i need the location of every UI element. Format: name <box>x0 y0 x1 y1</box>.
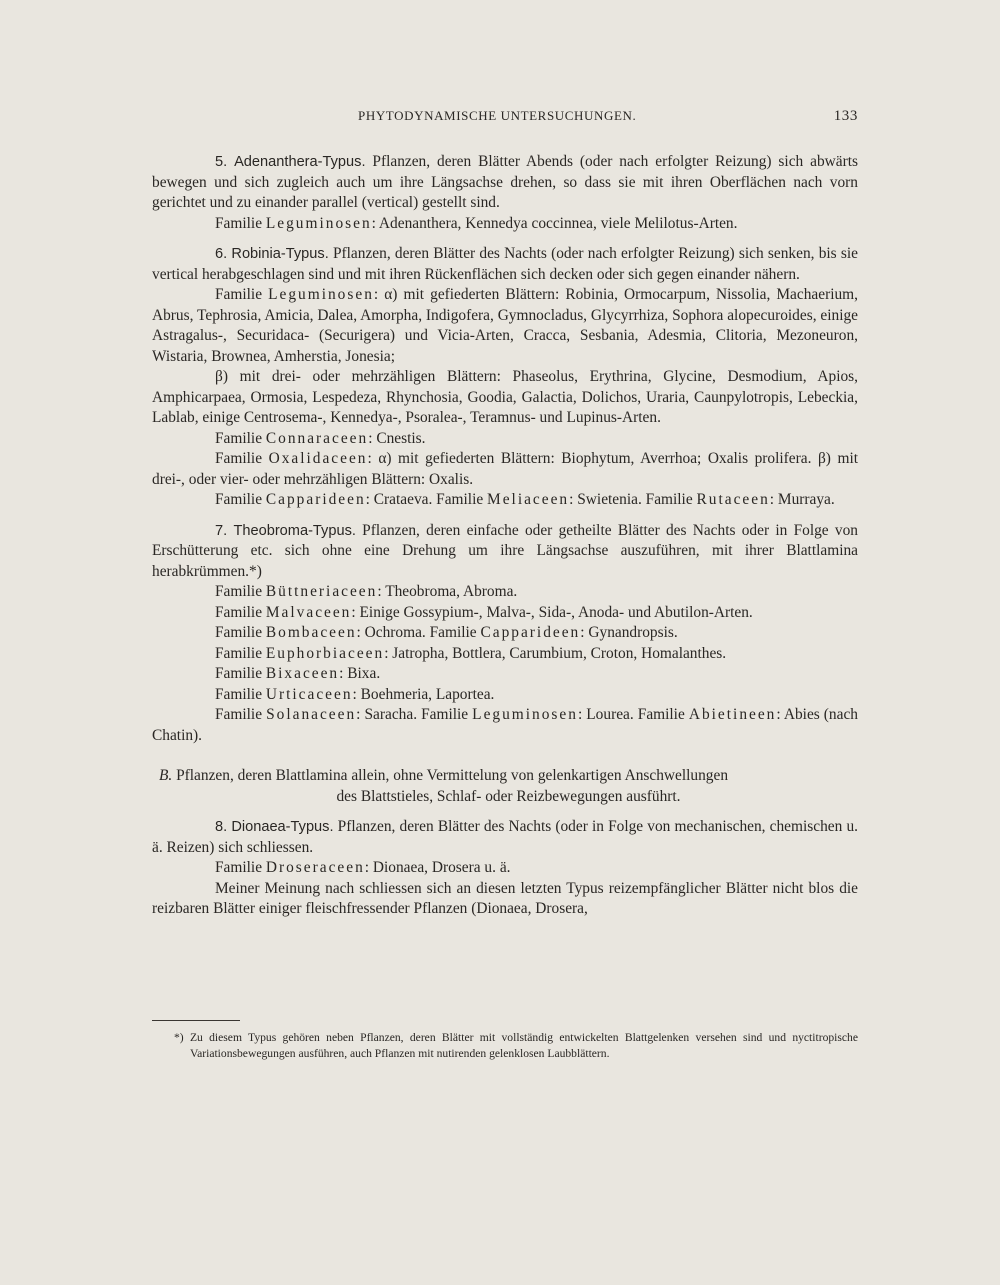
family-name: Euphorbiaceen <box>265 644 385 662</box>
genera-list: : Einige Gossypium-, Malva-, Sida-, Anoda- und Abutilon-Arten. <box>351 603 753 621</box>
genera-list: : Saracha. Familie <box>356 706 473 723</box>
running-header <box>152 108 858 128</box>
genera-list: : Cnestis. <box>368 429 426 447</box>
family-prefix: Familie <box>215 706 267 723</box>
family-name: Leguminosen <box>472 706 578 723</box>
genera-list: : Dionaea, Drosera u. ä. <box>364 859 511 876</box>
family-line <box>152 429 858 450</box>
paragraph-text: Pflanzen, deren Blätter Abends (oder nach erfolgter Reizung) sich abwärts bewegen und sich zugleich auch um ihre Längsachse drehen, so dass sie mit ihren Oberflächen nach vorn gerichtet und zu einander parallel (vertical) gestellt sind. <box>152 153 858 211</box>
section-label: B. <box>159 767 173 784</box>
family-name: Bombaceen <box>265 624 357 641</box>
family-prefix: Familie <box>215 624 266 641</box>
genera-beta: β) mit drei- oder mehrzähligen Blättern: Phaseolus, Erythrina, Glycine, Desmodium, Apios, Amphicarpaea, Ormosia, Lespedeza, Rhynchosia, Goodia, Galactia, Dolichos, Uraria, Caunpylotropis, Lebeckia, Lablab, einige Centrosema-, Kennedya-, Psoralea-, Teramnus- und Lupinus-Arten. <box>152 368 858 426</box>
family-line <box>152 664 858 685</box>
family-name: Meliaceen <box>487 491 570 508</box>
type-heading: Dionaea-Typus. <box>231 819 334 835</box>
page-number: 133 <box>833 108 858 124</box>
family-name: Rutaceen <box>696 491 770 508</box>
family-line <box>152 705 858 746</box>
family-prefix: Familie <box>215 286 269 303</box>
family-name: Bixaceen <box>265 665 340 682</box>
type-heading: Robinia-Typus. <box>231 246 329 262</box>
genera-list: : α) mit gefiederten Blättern: Robinia, Ormocarpum, Nissolia, Machaerium, Abrus, Tephrosia, Amicia, Dalea, Amorpha, Indigofera, Gymnocladus, Glycyrrhiza, Sophora alopecuroides, einige Astragalus-, Securidaca- (Securigera) und Vicia-Arten, Cracca, Sesbania, Adesmia, Clitoria, Mezoneuron, Wistaria, Brownea, Amherstia, Jonesia; <box>152 286 858 365</box>
paragraph-text: Pflanzen, deren Blätter des Nachts (oder in Folge von mechanischen, chemischen u. ä. Reizen) sich schliessen. <box>152 818 858 856</box>
family-name: Solanaceen <box>266 706 357 723</box>
genera-list: : Abies (nach Chatin). <box>152 706 858 744</box>
genera-list: : Swietenia. Familie <box>569 491 697 508</box>
genera-list: : Crataeva. Familie <box>365 491 488 508</box>
footnote-text: Zu diesem Typus gehören neben Pflanzen, deren Blätter mit vollständig entwickelten Blattgelenken versehen sind und nyctitropische Variationsbewegungen ausführen, auch Pflanzen mit nutirenden gelenklosen Laubblättern. <box>183 1031 858 1061</box>
family-line <box>152 644 858 665</box>
family-name: Connaraceen <box>265 429 369 447</box>
family-line <box>152 214 858 235</box>
type-number: 8. <box>215 819 228 835</box>
type-heading: Adenanthera-Typus. <box>234 154 366 170</box>
genera-list: : Ochroma. Familie <box>356 624 481 641</box>
family-line <box>152 449 858 490</box>
family-prefix: Familie <box>215 665 266 682</box>
genera-list: : Adenanthera, Kennedya coccinnea, viele Melilotus-Arten. <box>371 214 738 232</box>
genera-list: : Gynandropsis. <box>580 624 678 641</box>
family-prefix: Familie <box>215 214 266 232</box>
paragraph-adenanthera <box>152 152 858 214</box>
paragraph-theobroma <box>152 521 858 583</box>
family-prefix: Familie <box>215 450 269 467</box>
family-line <box>152 285 858 367</box>
family-prefix: Familie <box>215 644 266 662</box>
family-name: Droseraceen <box>265 859 365 876</box>
genera-list: : Jatropha, Bottlera, Carumbium, Croton, Homalanthes. <box>384 644 727 662</box>
family-line <box>152 603 858 624</box>
section-text: Pflanzen, deren Blattlamina allein, ohne Vermittelung von gelenkartigen Anschwellungen <box>172 767 729 784</box>
paragraph-last: Meiner Meinung nach schliessen sich an diesen letzten Typus reizempfänglicher Blätter nicht blos die reizbaren Blätter einiger fleischfressender Pflanzen (Dionaea, Drosera, <box>152 879 858 917</box>
footnote <box>174 1030 858 1063</box>
section-b-heading <box>152 766 858 807</box>
family-prefix: Familie <box>215 859 266 876</box>
family-name: Leguminosen <box>268 286 374 303</box>
section-text-continued: des Blattstieles, Schlaf- oder Reizbewegungen ausführt. <box>336 787 681 805</box>
family-name: Leguminosen <box>265 214 372 232</box>
family-name: Capparideen <box>480 624 581 641</box>
type-number: 6. <box>215 246 228 262</box>
family-name: Oxalidaceen <box>268 450 368 467</box>
paragraph-dionaea <box>152 817 858 858</box>
family-prefix: Familie <box>215 583 266 600</box>
family-line <box>152 685 858 706</box>
family-name: Büttneriaceen <box>265 583 378 600</box>
paragraph-text: Pflanzen, deren einfache oder getheilte Blätter des Nachts oder in Folge von Erschütterung etc. sich ohne eine Drehung um ihre Längsachse auszuführen, mit ihrer Blattlamina herabkrümmen.*) <box>152 521 858 580</box>
family-line <box>152 490 858 511</box>
footnote-rule <box>152 1020 240 1021</box>
family-name: Capparideen <box>265 491 366 508</box>
family-line <box>152 858 858 879</box>
genera-list: : Boehmeria, Laportea. <box>352 685 495 703</box>
type-heading: Theobroma-Typus. <box>233 522 356 539</box>
genera-list: : Lourea. Familie <box>577 706 689 723</box>
family-name: Urticaceen <box>265 685 353 703</box>
family-line <box>152 623 858 644</box>
family-prefix: Familie <box>215 429 266 447</box>
family-name: Malvaceen <box>265 603 352 621</box>
genera-list: : α) mit gefiederten Blättern: Biophytum, Averrhoa; Oxalis prolifera. β) mit drei-, oder vier- oder mehrzähligen Blättern: Oxalis. <box>152 450 859 488</box>
family-name: Abietineen <box>688 706 777 723</box>
family-prefix: Familie <box>215 603 266 621</box>
paragraph-text: Pflanzen, deren Blätter des Nachts (oder nach erfolgter Reizung) sich senken, bis sie vertical herabgeschlagen sind und mit ihren Rückenflächen sich decken oder sich gegen einander nähern. <box>152 245 858 283</box>
running-title: PHYTODYNAMISCHE UNTERSUCHUNGEN. <box>358 108 637 123</box>
family-prefix: Familie <box>215 491 266 508</box>
family-prefix: Familie <box>215 685 266 703</box>
type-number: 7. <box>215 522 228 539</box>
main-text <box>152 152 858 920</box>
footnote-marker: *) <box>174 1031 184 1044</box>
type-number: 5. <box>215 154 228 170</box>
paragraph-robinia <box>152 244 858 285</box>
family-line <box>152 582 858 603</box>
genera-list: : Murraya. <box>769 491 835 508</box>
genera-list: : Theobroma, Abroma. <box>377 583 518 600</box>
genera-list: : Bixa. <box>339 665 381 682</box>
